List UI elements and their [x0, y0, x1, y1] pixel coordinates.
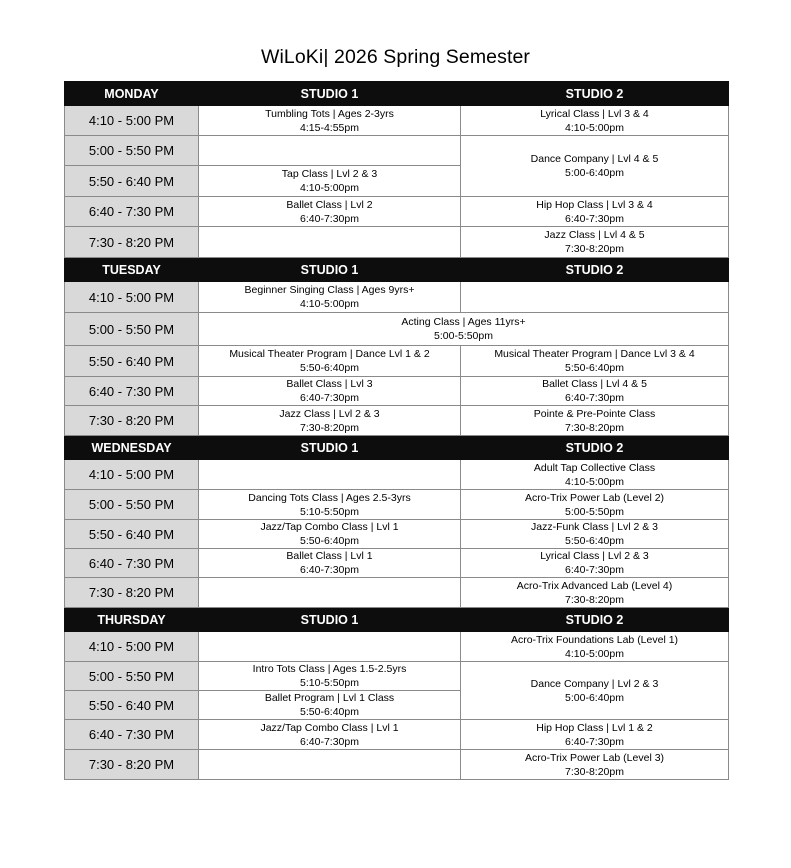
class-name: Musical Theater Program | Dance Lvl 1 & 2 — [229, 348, 430, 360]
class-name: Dancing Tots Class | Ages 2.5-3yrs — [248, 491, 411, 504]
class-name: Acro-Trix Power Lab (Level 3) — [524, 751, 665, 764]
time-slot: 7:30 - 8:20 PM — [65, 578, 199, 608]
class-time: 6:40-7:30pm — [565, 735, 624, 748]
class-cell — [461, 490, 729, 520]
class-time: 4:10-5:00pm — [565, 121, 624, 134]
class-name: Acro-Trix Foundations Lab (Level 1) — [510, 633, 679, 646]
table-row — [65, 632, 729, 662]
class-time: 5:00-6:40pm — [565, 167, 624, 179]
class-name: Jazz/Tap Combo Class | Lvl 1 — [260, 521, 399, 533]
day-label: MONDAY — [65, 82, 199, 106]
time-slot: 6:40 - 7:30 PM — [65, 549, 199, 578]
time-slot: 5:00 - 5:50 PM — [65, 313, 199, 346]
class-cell — [461, 346, 729, 377]
empty-cell — [199, 227, 461, 258]
class-time: 5:50-6:40pm — [300, 362, 359, 374]
class-cell — [461, 520, 729, 549]
table-row — [65, 490, 729, 520]
time-slot: 4:10 - 5:00 PM — [65, 460, 199, 490]
class-time: 4:15-4:55pm — [300, 121, 359, 134]
class-cell — [461, 460, 729, 490]
class-cell — [461, 578, 729, 608]
class-name: Acro-Trix Advanced Lab (Level 4) — [516, 579, 673, 592]
table-row — [65, 520, 729, 549]
studio-2-header: STUDIO 2 — [461, 258, 729, 282]
class-cell — [461, 720, 729, 750]
class-cell — [461, 662, 729, 720]
class-name: Adult Tap Collective Class — [533, 461, 656, 474]
table-row — [65, 750, 729, 780]
class-name: Acting Class | Ages 11yrs+ — [401, 316, 526, 328]
class-cell — [199, 406, 461, 436]
class-time: 5:00-5:50pm — [565, 505, 624, 518]
class-cell — [199, 282, 461, 313]
class-name: Jazz Class | Lvl 2 & 3 — [279, 407, 380, 420]
class-time: 4:10-5:00pm — [565, 475, 624, 488]
class-cell-both-studios — [199, 313, 729, 346]
class-name: Hip Hop Class | Lvl 1 & 2 — [536, 721, 653, 734]
empty-cell — [199, 460, 461, 490]
class-cell — [461, 136, 729, 197]
empty-cell — [199, 632, 461, 662]
time-slot: 4:10 - 5:00 PM — [65, 632, 199, 662]
class-name: Jazz-Funk Class | Lvl 2 & 3 — [530, 521, 659, 533]
time-slot: 6:40 - 7:30 PM — [65, 377, 199, 406]
class-cell — [199, 377, 461, 406]
class-name: Pointe & Pre-Pointe Class — [533, 407, 656, 420]
class-time: 5:50-6:40pm — [565, 535, 624, 547]
time-slot: 5:00 - 5:50 PM — [65, 490, 199, 520]
class-time: 5:00-6:40pm — [565, 691, 624, 704]
table-row — [65, 106, 729, 136]
class-name: Musical Theater Program | Dance Lvl 3 & 4 — [494, 348, 695, 360]
class-cell — [461, 632, 729, 662]
class-name: Lyrical Class | Lvl 2 & 3 — [540, 550, 649, 562]
class-time: 5:50-6:40pm — [565, 362, 624, 374]
class-cell — [199, 720, 461, 750]
time-slot: 5:50 - 6:40 PM — [65, 166, 199, 197]
class-time: 4:10-5:00pm — [300, 298, 359, 310]
day-label: WEDNESDAY — [65, 436, 199, 460]
time-slot: 4:10 - 5:00 PM — [65, 282, 199, 313]
time-slot: 5:00 - 5:50 PM — [65, 136, 199, 166]
class-cell — [461, 406, 729, 436]
time-slot: 7:30 - 8:20 PM — [65, 227, 199, 258]
class-name: Beginner Singing Class | Ages 9yrs+ — [244, 284, 415, 296]
class-name: Tap Class | Lvl 2 & 3 — [281, 168, 378, 180]
class-time: 5:00-5:50pm — [434, 330, 493, 342]
time-slot: 4:10 - 5:00 PM — [65, 106, 199, 136]
class-cell — [199, 520, 461, 549]
class-cell — [199, 166, 461, 197]
studio-1-header: STUDIO 1 — [199, 258, 461, 282]
table-row — [65, 406, 729, 436]
class-cell — [461, 750, 729, 780]
class-name: Dance Company | Lvl 4 & 5 — [530, 153, 659, 165]
class-cell — [461, 377, 729, 406]
table-row — [65, 313, 729, 346]
schedule-title: WiLoKi| 2026 Spring Semester — [260, 46, 531, 68]
class-cell — [199, 549, 461, 578]
time-slot: 5:50 - 6:40 PM — [65, 691, 199, 720]
class-time: 6:40-7:30pm — [300, 564, 359, 576]
class-time: 6:40-7:30pm — [565, 564, 624, 576]
day-label: TUESDAY — [65, 258, 199, 282]
schedule-table — [64, 81, 729, 780]
studio-2-header: STUDIO 2 — [461, 436, 729, 460]
table-row — [65, 460, 729, 490]
class-cell — [199, 662, 461, 691]
day-header-thursday — [65, 608, 729, 632]
class-time: 7:30-8:20pm — [300, 421, 359, 434]
table-row — [65, 549, 729, 578]
class-cell — [199, 106, 461, 136]
class-name: Intro Tots Class | Ages 1.5-2.5yrs — [252, 663, 407, 675]
class-cell — [461, 227, 729, 258]
time-slot: 5:50 - 6:40 PM — [65, 520, 199, 549]
class-time: 5:50-6:40pm — [300, 706, 359, 718]
class-name: Ballet Program | Lvl 1 Class — [264, 692, 395, 704]
class-cell — [199, 691, 461, 720]
day-header-wednesday — [65, 436, 729, 460]
class-cell — [199, 490, 461, 520]
class-time: 5:10-5:50pm — [300, 677, 359, 689]
class-name: Ballet Class | Lvl 4 & 5 — [542, 378, 647, 390]
table-row — [65, 662, 729, 691]
class-cell — [199, 197, 461, 227]
table-row — [65, 346, 729, 377]
class-time: 7:30-8:20pm — [565, 243, 624, 255]
day-header-monday — [65, 82, 729, 106]
class-name: Ballet Class | Lvl 2 — [286, 198, 373, 211]
class-time: 4:10-5:00pm — [565, 647, 624, 660]
class-time: 7:30-8:20pm — [565, 765, 624, 778]
class-cell — [199, 346, 461, 377]
class-name: Lyrical Class | Lvl 3 & 4 — [540, 107, 649, 120]
time-slot: 6:40 - 7:30 PM — [65, 720, 199, 750]
studio-2-header: STUDIO 2 — [461, 608, 729, 632]
table-row — [65, 227, 729, 258]
class-name: Ballet Class | Lvl 3 — [286, 378, 373, 390]
time-slot: 5:50 - 6:40 PM — [65, 346, 199, 377]
class-time: 6:40-7:30pm — [300, 392, 359, 404]
class-name: Hip Hop Class | Lvl 3 & 4 — [536, 198, 653, 211]
class-time: 6:40-7:30pm — [565, 212, 624, 225]
class-time: 4:10-5:00pm — [300, 182, 359, 194]
class-time: 6:40-7:30pm — [300, 735, 359, 748]
table-row — [65, 197, 729, 227]
class-time: 7:30-8:20pm — [565, 421, 624, 434]
class-name: Ballet Class | Lvl 1 — [286, 550, 373, 562]
day-label: THURSDAY — [65, 608, 199, 632]
class-name: Jazz Class | Lvl 4 & 5 — [544, 229, 645, 241]
class-time: 5:10-5:50pm — [300, 505, 359, 518]
empty-cell — [199, 578, 461, 608]
studio-1-header: STUDIO 1 — [199, 82, 461, 106]
studio-1-header: STUDIO 1 — [199, 436, 461, 460]
empty-cell — [199, 136, 461, 166]
table-row — [65, 720, 729, 750]
table-row — [65, 578, 729, 608]
class-cell — [461, 197, 729, 227]
class-time: 5:50-6:40pm — [300, 535, 359, 547]
class-time: 7:30-8:20pm — [565, 593, 624, 606]
day-header-tuesday — [65, 258, 729, 282]
class-name: Dance Company | Lvl 2 & 3 — [530, 677, 659, 690]
class-name: Jazz/Tap Combo Class | Lvl 1 — [260, 721, 399, 734]
class-cell — [461, 106, 729, 136]
class-name: Acro-Trix Power Lab (Level 2) — [524, 491, 665, 504]
class-time: 6:40-7:30pm — [300, 212, 359, 225]
table-row — [65, 136, 729, 166]
studio-2-header: STUDIO 2 — [461, 82, 729, 106]
studio-1-header: STUDIO 1 — [199, 608, 461, 632]
table-row — [65, 377, 729, 406]
time-slot: 7:30 - 8:20 PM — [65, 750, 199, 780]
time-slot: 5:00 - 5:50 PM — [65, 662, 199, 691]
time-slot: 7:30 - 8:20 PM — [65, 406, 199, 436]
time-slot: 6:40 - 7:30 PM — [65, 197, 199, 227]
class-name: Tumbling Tots | Ages 2-3yrs — [265, 107, 394, 120]
table-row — [65, 282, 729, 313]
empty-cell — [461, 282, 729, 313]
class-time: 6:40-7:30pm — [565, 392, 624, 404]
empty-cell — [199, 750, 461, 780]
class-cell — [461, 549, 729, 578]
